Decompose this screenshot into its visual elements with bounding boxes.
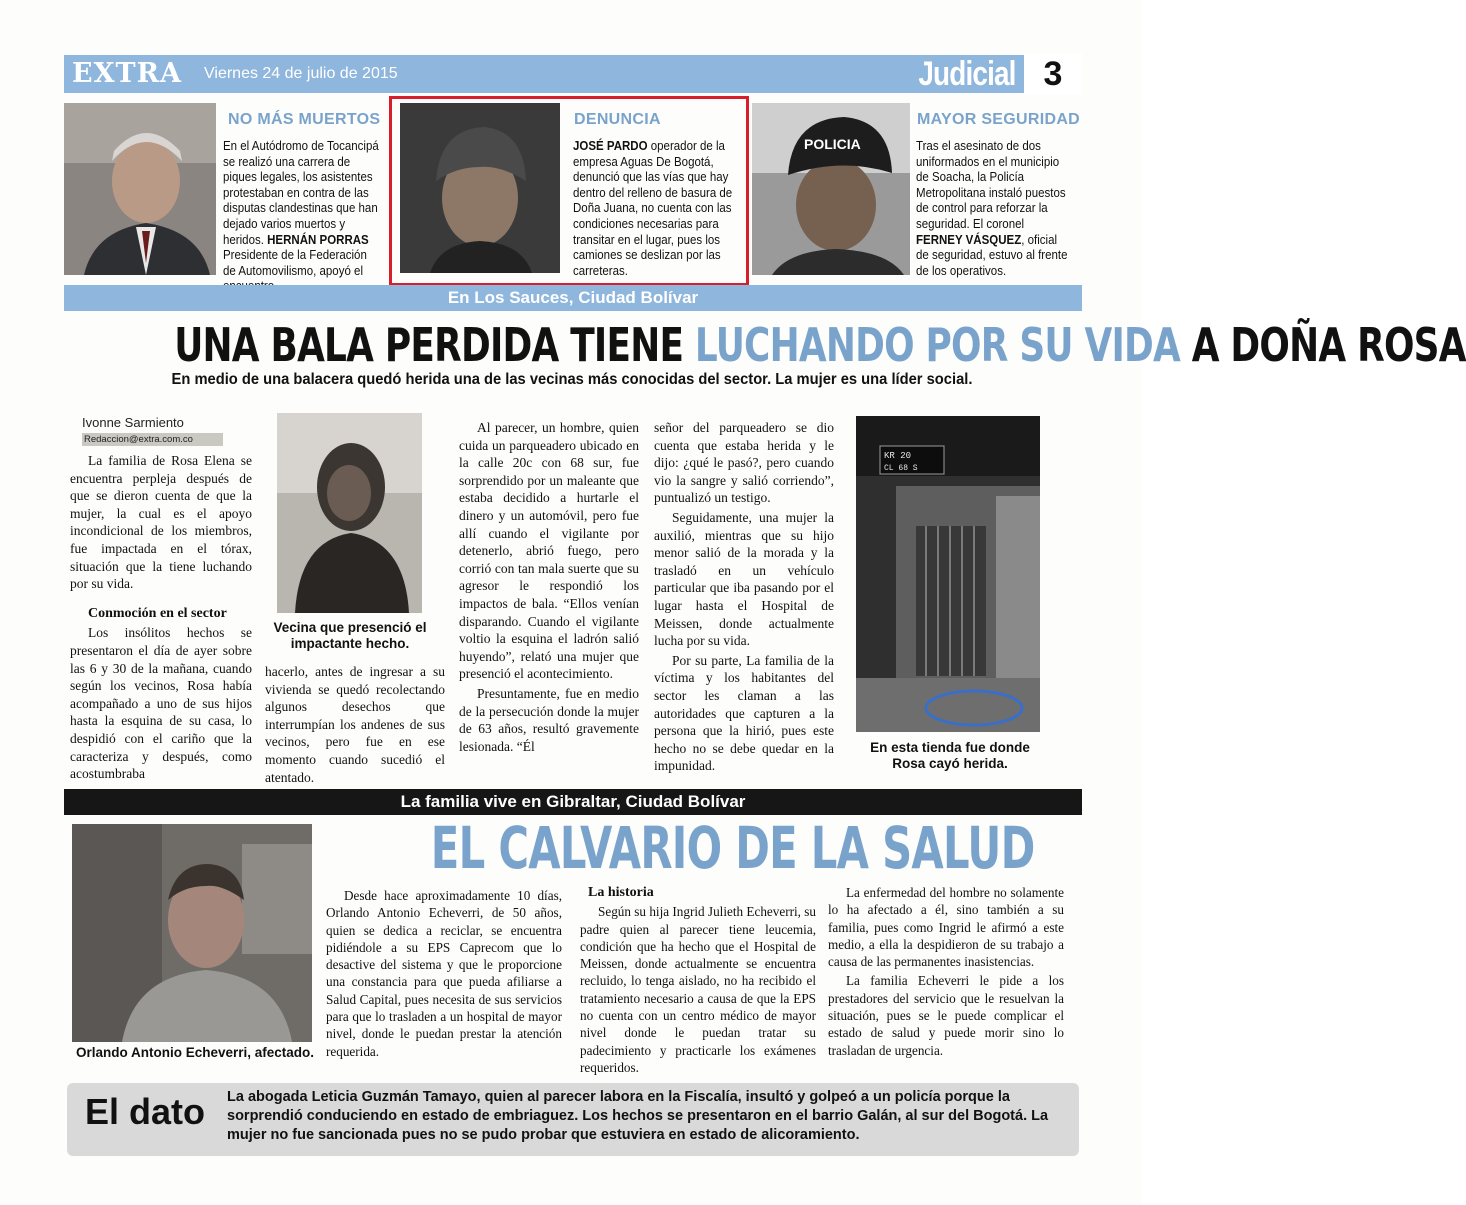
headline-part-blue: LUCHANDO POR SU VIDA — [694, 318, 1181, 372]
brief-body: En el Autódromo de Tocancipá se realizó una carrera de piques legales, los asistentes protestaban en contra de las disputas clandestinas que han dejado varios muertos y heridos. — [223, 139, 379, 247]
caption-orlando: Orlando Antonio Echeverri, afectado. — [75, 1045, 315, 1060]
article2-kicker: La familia vive en Gibraltar, Ciudad Bolívar — [400, 792, 746, 811]
blurred-woman-portrait-icon — [277, 413, 422, 613]
byline-email: Redaccion@extra.com.co — [82, 433, 223, 446]
article-column-3 — [459, 419, 639, 757]
section-heading: Conmoción en el sector — [88, 605, 227, 621]
photo-store-crime-scene — [856, 416, 1040, 732]
brief-body-after: , oficial de seguridad, estuvo al frente de los operativos. — [916, 232, 1068, 278]
paragraph: La enfermedad del hombre no solamente lo ha afectado a él, sino también a su familia, pues como Ingrid le afirmó a este medio, a ella la despidieron de su trabajo a causa de las permanentes inasistencias. — [828, 885, 1064, 970]
street-sign-line-2: CL 68 S — [884, 464, 918, 473]
article2-column-2 — [580, 884, 816, 1078]
el-dato-box — [67, 1083, 1079, 1156]
newspaper-logo: EXTRA — [72, 58, 183, 89]
paragraph: La familia Echeverri le pide a los prestadores del servicio que le resuelvan la situación, pues se le puede complicar el estado de salud y puede morir sino lo trasladan de urgencia. — [828, 973, 1064, 1058]
brief-person-name: HERNÁN PORRAS — [267, 232, 369, 247]
brief-text-mayor-seguridad — [916, 139, 1072, 279]
article2-column-3 — [828, 884, 1064, 1061]
brief-title-denuncia: DENUNCIA — [574, 111, 661, 128]
article-column-4 — [654, 419, 834, 777]
article2-headline: EL CALVARIO DE LA SALUD — [430, 814, 1035, 882]
section-heading: La historia — [588, 885, 654, 900]
paragraph: Por su parte, La familia de la víctima y los habitantes del sector les claman a las autoridades que capturen a la persona que la hirió, pues este hecho no se debe quedar en la impunidad. — [654, 652, 834, 774]
brief-person-name: JOSÉ PARDO — [573, 139, 648, 153]
photo-neighbor-witness — [277, 413, 422, 613]
photo-orlando-echeverri — [72, 824, 312, 1042]
masthead — [64, 55, 1082, 93]
brief-title-mayor-seguridad: MAYOR SEGURIDAD — [917, 111, 1081, 128]
paragraph: Presuntamente, fue en medio de la persecución donde la mujer de 63 años, resultó gravemente lesionada. “Él — [459, 685, 639, 754]
el-dato-label: El dato — [85, 1091, 206, 1132]
article-column-2 — [265, 663, 445, 788]
article2-column-1 — [326, 887, 562, 1062]
portrait-police-officer-icon — [752, 103, 910, 275]
red-highlight-frame — [389, 96, 749, 286]
headline-part-1: UNA BALA PERDIDA TIENE — [174, 318, 695, 372]
brief-body-after: Presidente de la Federación de Automovilismo, apoyó el — [223, 248, 367, 278]
paragraph: hacerlo, antes de ingresar a su vivienda se quedó recolectando algunos desechos que interrumpían los andenes de sus vecinos, pero fue en ese momento cuando sucedió el atentado. — [265, 664, 445, 785]
article-kicker-bar — [64, 285, 1082, 311]
store-front-photo-icon — [856, 416, 1040, 732]
caption-neighbor: Vecina que presenció el impactante hecho. — [273, 620, 427, 651]
paragraph: Al parecer, un hombre, quien cuida un parqueadero ubicado en la calle 20c con 68 sur, fue sorprendido por un maleante que estaba decidido a hurtarle el dinero y un automóvil, pero fue allí cuando el vigilante por detenerlo, abrió fuego, pero corrió con tan mala suerte que su agresor le respondió los impactos de bala. “Ellos venían disparando. Cuando el vigilante voltio la esquina el ladrón salió huyendo”, relató una mujer que presenció el acontecimiento. — [459, 420, 639, 682]
article-column-1 — [70, 452, 252, 785]
paragraph: Seguidamente, una mujer la auxilió, mientras que su hijo menor salió de la morada y la trasladó en un vehículo particular que iba pasando por el lugar hasta el Hospital de Meissen, donde actualmente lucha por su vida. — [654, 509, 834, 649]
paragraph: Según su hija Ingrid Julieth Echeverri, su padre quien al parecer tiene leucemia, condición que ha hecho que el Hospital de Meissen, donde actualmente se encuentra recluido, lo tenga aislado, no ha recibido el tratamiento necesario a causa de que la EPS no cuenta con un centro médico de mayor nivel donde le puedan tratar su padecimiento y practicarle los exámenes requeridos. — [580, 904, 816, 1075]
brief-photo-hernan-porras — [64, 103, 216, 275]
article-kicker: En Los Sauces, Ciudad Bolívar — [447, 288, 699, 307]
article2-kicker-bar — [64, 789, 1082, 815]
caption-store: En esta tienda fue donde Rosa cayó herida. — [870, 740, 1030, 771]
section-title: Judicial — [918, 55, 1016, 93]
paragraph: señor del parqueadero se dio cuenta que estaba herida y le dijo: ¿qué le pasó?, pero cuando vio la sangre y salió corriendo”, puntualizó un testigo. — [654, 420, 834, 506]
brief-person-name: FERNEY VÁSQUEZ — [916, 232, 1022, 247]
portrait-man-sweater-icon — [72, 824, 312, 1042]
street-sign-line-1: KR 20 — [884, 451, 912, 461]
brief-body-after: operador de la empresa Aguas De Bogotá, denunció que las vías que hay dentro del relleno de basura de Doña Juana, no cuenta con las condiciones necesarias para transitar en el lugar, pues los camiones se deslizan por las carreteras. — [573, 139, 733, 278]
paragraph: La familia de Rosa Elena se encuentra perpleja después de que se dieron cuenta de que la mujer, la cual es el apoyo incondicional de los miembros, fue impactada en el tórax, situación que la tiene luchando por su vida. — [70, 453, 252, 592]
article-headline — [174, 317, 1466, 373]
portrait-man-suit-icon — [64, 103, 216, 275]
byline-author: Ivonne Sarmiento — [82, 415, 184, 430]
paragraph: Los insólitos hechos se presentaron el día de ayer sobre las 6 y 30 de la mañana, cuando según los vecinos, Rosa había acompañado a uno de sus hijos hasta la esquina de su casa, lo despidió con el cariño que la caracteriza y después, como acostumbraba — [70, 625, 252, 782]
page-number: 3 — [1024, 53, 1082, 95]
brief-photo-ferney-vasquez — [752, 103, 910, 275]
cap-lettering: POLICIA — [804, 136, 861, 152]
brief-title-no-mas-muertos: NO MÁS MUERTOS — [228, 111, 381, 128]
el-dato-text: La abogada Leticia Guzmán Tamayo, quien al parecer labora en la Fiscalía, insultó y golpeó a un policía porque la sorprendió conduciendo en estado de embriaguez. Los hechos se presentaron en el barrio Galán, al sur del Bogotá. La mujer no fue sancionada pues no se pudo probar que estuviera en estado de alicoramiento. — [227, 1089, 1049, 1143]
paragraph: Desde hace aproximadamente 10 días, Orlando Antonio Echeverri, de 50 años, quien se dedica a reciclar, se encuentra pidiéndole a su EPS Caprecom que lo desactive del sistema y que le proporcione una constancia para que pueda afiliarse a Salud Capital, pues necesita de sus servicios para que lo trasladen a un hospital de mayor nivel, donde le puedan prestar la atención requerida. — [326, 888, 562, 1059]
article-subhead: En medio de una balacera quedó herida una de las vecinas más conocidas del sector. La mujer es una líder social. — [171, 371, 973, 388]
issue-date: Viernes 24 de julio de 2015 — [204, 65, 398, 82]
brief-text-no-mas-muertos — [223, 139, 381, 295]
brief-body: Tras el asesinato de dos uniformados en el municipio de Soacha, la Policía Metropolitana instaló puestos de control para reforzar la seguridad. El coronel — [916, 139, 1066, 231]
headline-part-2: A DOÑA ROSA — [1180, 318, 1466, 372]
